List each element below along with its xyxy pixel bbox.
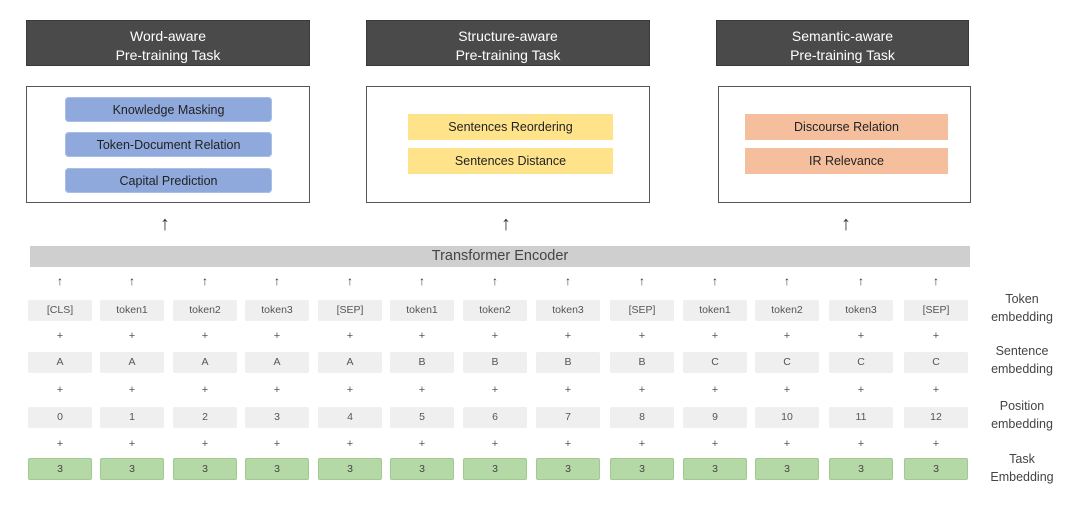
position-cell: 4 xyxy=(318,407,382,428)
up-arrow-icon: ↑ xyxy=(57,274,63,288)
plus-icon: + xyxy=(783,330,791,342)
position-cell: 8 xyxy=(610,407,674,428)
position-cell: 9 xyxy=(683,407,747,428)
plus-icon: + xyxy=(56,438,64,450)
word-aware-task-box xyxy=(26,86,310,203)
plus-icon: + xyxy=(56,384,64,396)
plus-icon: + xyxy=(857,438,865,450)
token-cell: [SEP] xyxy=(904,300,968,321)
position-cell: 3 xyxy=(245,407,309,428)
up-arrow-icon: ↑ xyxy=(492,274,498,288)
up-arrow-icon: ↑ xyxy=(933,274,939,288)
task-cell: 3 xyxy=(173,458,237,480)
token-cell: token2 xyxy=(463,300,527,321)
token-embedding-label-line2: embedding xyxy=(991,310,1053,324)
up-arrow-icon: ↑ xyxy=(501,213,511,235)
up-arrow-icon: ↑ xyxy=(160,213,170,235)
sentence-cell: C xyxy=(829,352,893,373)
plus-icon: + xyxy=(418,384,426,396)
plus-icon: + xyxy=(346,438,354,450)
up-arrow-icon: ↑ xyxy=(347,274,353,288)
task-token-document-relation: Token-Document Relation xyxy=(65,132,272,157)
position-cell: 2 xyxy=(173,407,237,428)
plus-icon: + xyxy=(711,438,719,450)
structure-aware-task-box xyxy=(366,86,650,203)
plus-icon: + xyxy=(711,384,719,396)
plus-icon: + xyxy=(564,438,572,450)
position-cell: 10 xyxy=(755,407,819,428)
sentence-cell: C xyxy=(683,352,747,373)
token-cell: token3 xyxy=(536,300,600,321)
plus-icon: + xyxy=(638,330,646,342)
sentence-cell: A xyxy=(173,352,237,373)
task-cell: 3 xyxy=(100,458,164,480)
position-cell: 12 xyxy=(904,407,968,428)
plus-icon: + xyxy=(201,438,209,450)
position-cell: 11 xyxy=(829,407,893,428)
word-aware-title-line2: Pre-training Task xyxy=(115,47,221,63)
task-cell: 3 xyxy=(610,458,674,480)
transformer-encoder: Transformer Encoder xyxy=(30,246,970,267)
word-aware-title-line1: Word-aware xyxy=(130,28,206,44)
up-arrow-icon: ↑ xyxy=(419,274,425,288)
sentence-embedding-label-line2: embedding xyxy=(991,362,1053,376)
plus-icon: + xyxy=(491,330,499,342)
plus-icon: + xyxy=(128,384,136,396)
plus-icon: + xyxy=(857,330,865,342)
sentence-cell: A xyxy=(28,352,92,373)
up-arrow-icon: ↑ xyxy=(841,213,851,235)
sentence-cell: A xyxy=(318,352,382,373)
plus-icon: + xyxy=(638,384,646,396)
token-cell: [CLS] xyxy=(28,300,92,321)
sentence-cell: A xyxy=(100,352,164,373)
sentence-cell: B xyxy=(390,352,454,373)
plus-icon: + xyxy=(564,384,572,396)
plus-icon: + xyxy=(491,384,499,396)
token-cell: [SEP] xyxy=(318,300,382,321)
task-embedding-label-line2: Embedding xyxy=(990,470,1054,484)
position-cell: 6 xyxy=(463,407,527,428)
semantic-aware-header xyxy=(716,20,969,66)
token-cell: token3 xyxy=(829,300,893,321)
plus-icon: + xyxy=(128,438,136,450)
sentence-embedding-label xyxy=(977,342,1067,378)
token-embedding-label-line1: Token xyxy=(1005,292,1039,306)
task-cell: 3 xyxy=(829,458,893,480)
plus-icon: + xyxy=(346,330,354,342)
task-embedding-label xyxy=(977,450,1067,486)
plus-icon: + xyxy=(564,330,572,342)
task-sentences-distance: Sentences Distance xyxy=(408,148,613,174)
plus-icon: + xyxy=(638,438,646,450)
plus-icon: + xyxy=(783,384,791,396)
sentence-cell: C xyxy=(904,352,968,373)
plus-icon: + xyxy=(783,438,791,450)
task-cell: 3 xyxy=(463,458,527,480)
task-sentences-reordering: Sentences Reordering xyxy=(408,114,613,140)
up-arrow-icon: ↑ xyxy=(274,274,280,288)
structure-aware-header xyxy=(366,20,650,66)
task-cell: 3 xyxy=(390,458,454,480)
plus-icon: + xyxy=(932,330,940,342)
word-aware-header xyxy=(26,20,310,66)
plus-icon: + xyxy=(932,438,940,450)
task-capital-prediction: Capital Prediction xyxy=(65,168,272,193)
position-cell: 0 xyxy=(28,407,92,428)
position-cell: 1 xyxy=(100,407,164,428)
plus-icon: + xyxy=(128,330,136,342)
up-arrow-icon: ↑ xyxy=(129,274,135,288)
plus-icon: + xyxy=(932,384,940,396)
structure-aware-title-line2: Pre-training Task xyxy=(455,47,561,63)
sentence-cell: A xyxy=(245,352,309,373)
task-cell: 3 xyxy=(904,458,968,480)
up-arrow-icon: ↑ xyxy=(712,274,718,288)
token-cell: token2 xyxy=(173,300,237,321)
position-embedding-label xyxy=(977,397,1067,433)
up-arrow-icon: ↑ xyxy=(784,274,790,288)
sentence-cell: B xyxy=(610,352,674,373)
token-embedding-label xyxy=(977,290,1067,326)
plus-icon: + xyxy=(56,330,64,342)
task-knowledge-masking: Knowledge Masking xyxy=(65,97,272,122)
token-cell: token1 xyxy=(100,300,164,321)
task-ir-relevance: IR Relevance xyxy=(745,148,948,174)
plus-icon: + xyxy=(201,330,209,342)
up-arrow-icon: ↑ xyxy=(639,274,645,288)
task-cell: 3 xyxy=(755,458,819,480)
task-cell: 3 xyxy=(536,458,600,480)
token-cell: token3 xyxy=(245,300,309,321)
token-cell: token2 xyxy=(755,300,819,321)
up-arrow-icon: ↑ xyxy=(565,274,571,288)
sentence-cell: B xyxy=(463,352,527,373)
position-cell: 5 xyxy=(390,407,454,428)
plus-icon: + xyxy=(201,384,209,396)
position-cell: 7 xyxy=(536,407,600,428)
semantic-aware-task-box xyxy=(718,86,971,203)
plus-icon: + xyxy=(857,384,865,396)
task-embedding-label-line1: Task xyxy=(1009,452,1035,466)
token-cell: token1 xyxy=(683,300,747,321)
task-cell: 3 xyxy=(318,458,382,480)
token-cell: [SEP] xyxy=(610,300,674,321)
task-cell: 3 xyxy=(245,458,309,480)
position-embedding-label-line1: Position xyxy=(999,399,1045,413)
plus-icon: + xyxy=(418,438,426,450)
structure-aware-title-line1: Structure-aware xyxy=(458,28,558,44)
up-arrow-icon: ↑ xyxy=(858,274,864,288)
semantic-aware-title-line2: Pre-training Task xyxy=(790,47,895,63)
task-cell: 3 xyxy=(683,458,747,480)
sentence-embedding-label-line1: Sentence xyxy=(995,344,1049,358)
plus-icon: + xyxy=(273,384,281,396)
plus-icon: + xyxy=(491,438,499,450)
plus-icon: + xyxy=(346,384,354,396)
sentence-cell: C xyxy=(755,352,819,373)
semantic-aware-title-line1: Semantic-aware xyxy=(791,28,894,44)
token-cell: token1 xyxy=(390,300,454,321)
plus-icon: + xyxy=(418,330,426,342)
up-arrow-icon: ↑ xyxy=(202,274,208,288)
plus-icon: + xyxy=(273,438,281,450)
task-cell: 3 xyxy=(28,458,92,480)
task-discourse-relation: Discourse Relation xyxy=(745,114,948,140)
plus-icon: + xyxy=(273,330,281,342)
position-embedding-label-line2: embedding xyxy=(991,417,1053,431)
sentence-cell: B xyxy=(536,352,600,373)
plus-icon: + xyxy=(711,330,719,342)
